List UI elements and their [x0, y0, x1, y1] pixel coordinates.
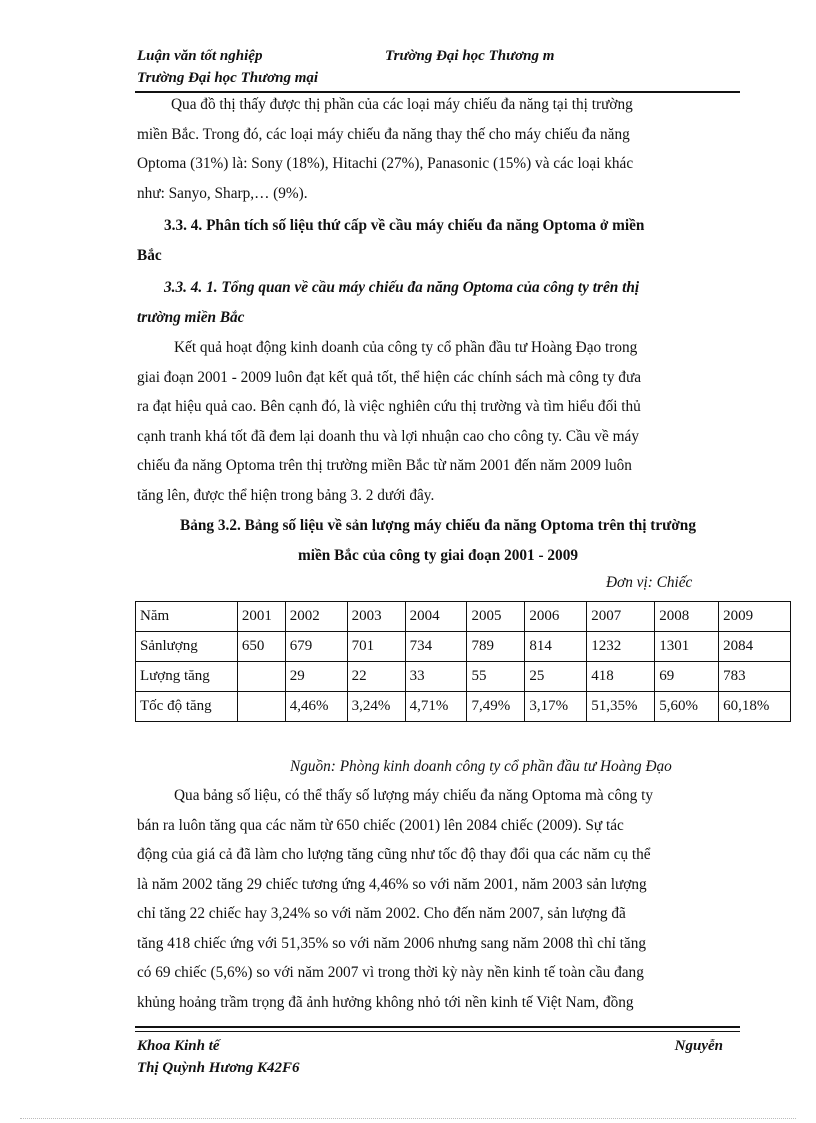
table-cell: 2009: [719, 602, 791, 632]
table-row-year: [136, 602, 791, 632]
table-cell: [237, 662, 285, 692]
text-line: tăng lên, được thể hiện trong bảng 3. 2 dưới đây.: [137, 486, 435, 504]
page-footer-line1: [137, 1038, 737, 1055]
footer-author-name: Thị Quỳnh Hương K42F6: [137, 1060, 300, 1076]
table-cell: 1301: [655, 632, 719, 662]
table-cell: 679: [285, 632, 347, 662]
table-cell: 701: [347, 632, 405, 662]
table-cell: 25: [525, 662, 587, 692]
header-university: Trường Đại học Thương mại: [137, 70, 319, 86]
footer-divider-thin: [135, 1031, 740, 1032]
table-cell: 2001: [237, 602, 285, 632]
text-line: bán ra luôn tăng qua các năm từ 650 chiếc (2001) lên 2084 chiếc (2009). Sự tác: [137, 816, 624, 834]
text-line: là năm 2002 tăng 29 chiếc tương ứng 4,46% so với năm 2001, năm 2003 sản lượng: [137, 875, 647, 893]
table-caption: [137, 511, 739, 570]
table-row-growth-rate: [136, 692, 791, 722]
table-cell: 55: [467, 662, 525, 692]
text-line: Optoma (31%) là: Sony (18%), Hitachi (27%), Panasonic (15%) và các loại khác: [137, 155, 634, 172]
section-heading-line1: 3.3. 4. Phân tích số liệu thứ cấp về cầu máy chiếu đa năng Optoma ở miền: [164, 217, 645, 234]
table-caption-line2: miền Bắc của công ty giai đoạn 2001 - 2009: [297, 546, 579, 564]
table-cell: 69: [655, 662, 719, 692]
text-line: động của giá cả đã làm cho lượng tăng cũng như tốc độ thay đổi qua các năm cụ thể: [137, 846, 651, 863]
table-cell: 2003: [347, 602, 405, 632]
page-header-line1: [137, 48, 737, 65]
table-cell: 2008: [655, 602, 719, 632]
header-university-truncated: Trường Đại học Thương m: [385, 48, 555, 64]
table-cell: 4,71%: [405, 692, 467, 722]
table-cell: 22: [347, 662, 405, 692]
text-line: cạnh tranh khá tốt đã đem lại doanh thu và lợi nhuận cao cho công ty. Cầu về máy: [137, 427, 639, 445]
text-line: khủng hoảng trầm trọng đã ảnh hưởng không nhỏ tới nền kinh tế Việt Nam, đồng: [137, 993, 634, 1011]
table-row-output: [136, 632, 791, 662]
table-cell: Lượng tăng: [136, 662, 238, 692]
table-cell: 60,18%: [719, 692, 791, 722]
text-line: như: Sanyo, Sharp,… (9%).: [137, 184, 308, 202]
paragraph-business-overview: [137, 333, 737, 510]
table-cell: 2084: [719, 632, 791, 662]
page-edge-dotted-line: [20, 1118, 796, 1119]
table-cell: 7,49%: [467, 692, 525, 722]
table-cell: Năm: [136, 602, 238, 632]
table-cell: 33: [405, 662, 467, 692]
table-cell: 2006: [525, 602, 587, 632]
subsection-heading-line2: trường miền Bắc: [137, 308, 245, 326]
text-line: giai đoạn 2001 - 2009 luôn đạt kết quả tốt, thể hiện các chính sách mà công ty đưa: [137, 368, 642, 386]
table-cell: 2004: [405, 602, 467, 632]
table-cell: 2005: [467, 602, 525, 632]
footer-faculty: Khoa Kinh tế: [137, 1038, 220, 1054]
table-source: Nguồn: Phòng kinh doanh công ty cổ phần đầu tư Hoàng Đạo: [290, 758, 672, 775]
table-cell: 1232: [587, 632, 655, 662]
text-line: tăng 418 chiếc ứng với 51,35% so với năm 2006 nhưng sang năm 2008 thì chỉ tăng: [137, 934, 647, 952]
table-cell: 4,46%: [285, 692, 347, 722]
table-row-increase: [136, 662, 791, 692]
table-cell: 3,24%: [347, 692, 405, 722]
paragraph-analysis: [137, 781, 737, 1017]
table-cell: 3,17%: [525, 692, 587, 722]
production-table: [135, 601, 791, 722]
section-heading-line2: Bắc: [137, 246, 162, 264]
table-cell: 734: [405, 632, 467, 662]
table-cell: Sảnlượng: [136, 632, 238, 662]
footer-author-surname: Nguyễn: [674, 1038, 723, 1054]
text-line: chỉ tăng 22 chiếc hay 3,24% so với năm 2002. Cho đến năm 2007, sản lượng đã: [137, 905, 626, 922]
table-cell: 650: [237, 632, 285, 662]
table-cell: 789: [467, 632, 525, 662]
table-cell: 418: [587, 662, 655, 692]
paragraph-market-share: [137, 90, 737, 208]
table-cell: 29: [285, 662, 347, 692]
header-thesis-title: Luận văn tốt nghiệp: [137, 48, 263, 64]
table-caption-line1: Bảng 3.2. Bảng số liệu về sản lượng máy chiếu đa năng Optoma trên thị trường: [180, 517, 696, 534]
subsection-heading-line1: 3.3. 4. 1. Tổng quan về cầu máy chiếu đa năng Optoma của công ty trên thị: [164, 279, 640, 296]
table-cell: 814: [525, 632, 587, 662]
section-heading: [137, 211, 737, 270]
table-cell: [237, 692, 285, 722]
table-cell: 783: [719, 662, 791, 692]
text-line: miền Bắc. Trong đó, các loại máy chiếu đa năng thay thế cho máy chiếu đa năng: [137, 125, 630, 143]
table-cell: 2007: [587, 602, 655, 632]
text-line: ra đạt hiệu quả cao. Bên cạnh đó, là việc nghiên cứu thị trường và tìm hiểu đối thủ: [137, 398, 641, 415]
footer-divider-thick: [135, 1026, 740, 1028]
subsection-heading: [137, 273, 737, 332]
text-line: Qua đồ thị thấy được thị phần của các loại máy chiếu đa năng tại thị trường: [171, 96, 633, 113]
text-line: chiếu đa năng Optoma trên thị trường miền Bắc từ năm 2001 đến năm 2009 luôn: [137, 457, 632, 474]
table-cell: 5,60%: [655, 692, 719, 722]
table-cell: 51,35%: [587, 692, 655, 722]
unit-label: Đơn vị: Chiếc: [606, 574, 693, 591]
table-cell: 2002: [285, 602, 347, 632]
text-line: Qua bảng số liệu, có thể thấy số lượng máy chiếu đa năng Optoma mà công ty: [174, 787, 653, 804]
text-line: có 69 chiếc (5,6%) so với năm 2007 vì trong thời kỳ này nền kinh tế toàn cầu đang: [137, 964, 644, 981]
table-cell: Tốc độ tăng: [136, 692, 238, 722]
text-line: Kết quả hoạt động kinh doanh của công ty cổ phần đầu tư Hoàng Đạo trong: [174, 339, 638, 356]
